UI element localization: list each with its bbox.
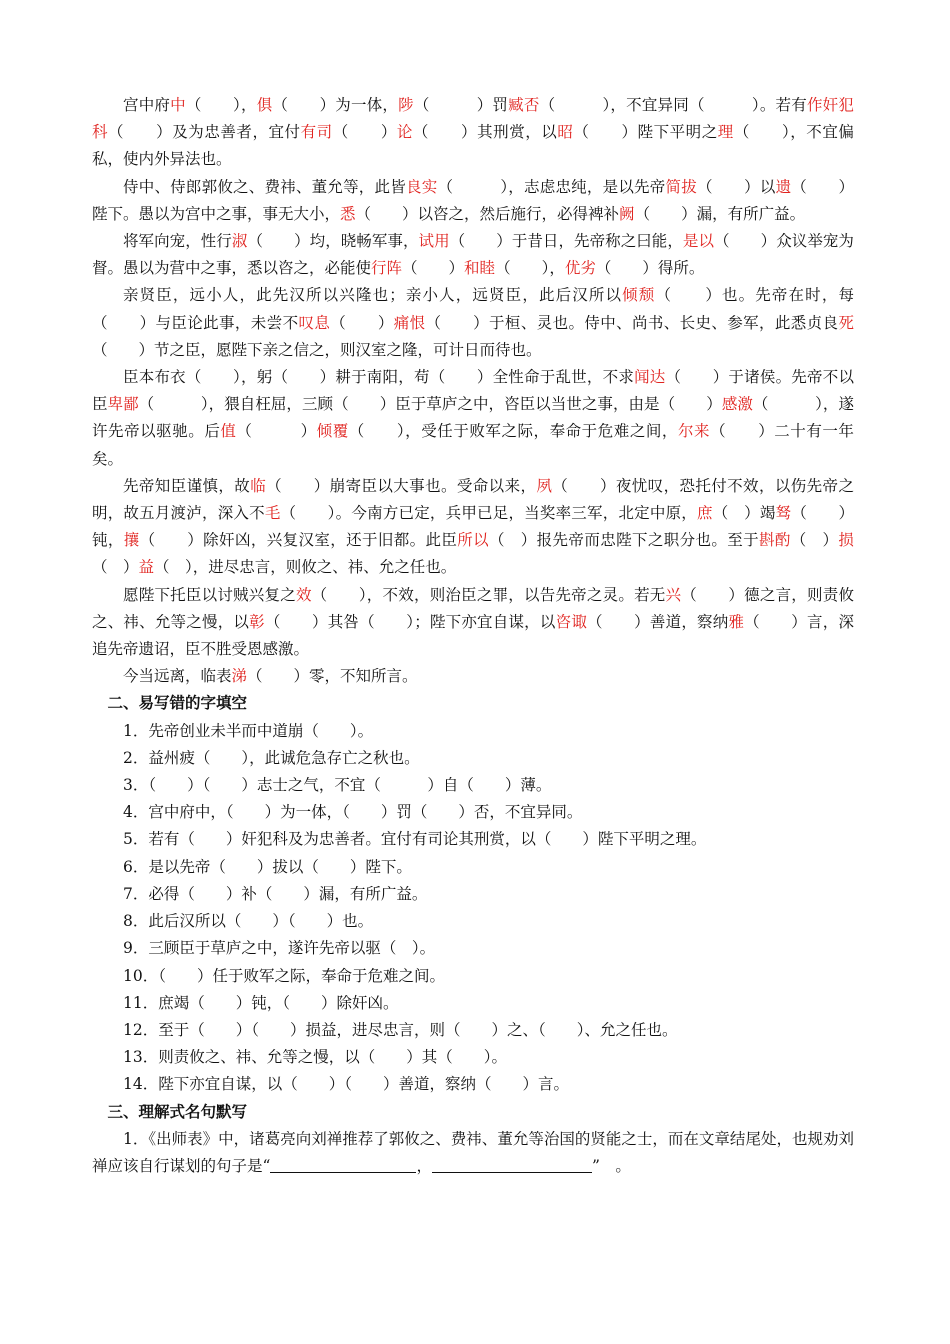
passage-paragraph bbox=[92, 582, 854, 664]
passage-text: （ ），进尽忠言，则攸之、祎、允之任也。 bbox=[154, 558, 457, 577]
passage-text: （ ）均，晓畅军事， bbox=[247, 232, 419, 251]
passage-text: 宫中府 bbox=[123, 96, 171, 114]
exercise-item: 1．先帝创业未半而中道崩（ ）。 bbox=[123, 721, 374, 740]
highlighted-term: 尔来 bbox=[677, 422, 711, 441]
passage-paragraph bbox=[92, 92, 854, 174]
highlighted-term: 叹息 bbox=[298, 313, 331, 332]
passage-paragraph bbox=[92, 663, 854, 690]
highlighted-term: 淑 bbox=[231, 232, 248, 251]
passage-paragraph bbox=[92, 364, 854, 473]
question-end: ” 。 bbox=[591, 1156, 631, 1175]
highlighted-term: 倾覆 bbox=[316, 422, 349, 441]
passage-text: （ ）以 bbox=[696, 177, 776, 196]
highlighted-term: 昭 bbox=[557, 123, 574, 142]
passage-text: （ ），不效，则治臣之罪，以告先帝之灵。若无 bbox=[311, 585, 666, 604]
exercise-item: 4．宫中府中，（ ）为一体，（ ）罚（ ）否，不宜异同。 bbox=[123, 803, 583, 822]
exercise-item: 6．是以先帝（ ）拔以（ ）陛下。 bbox=[123, 857, 412, 876]
question-text: 1．《出师表》中，诸葛亮向刘禅推荐了郭攸之、费祎、董允等治国的贤能之士，而在文章结尾处，也规劝刘禅应该自行谋划的句子是“ bbox=[92, 1129, 854, 1175]
passage-text: （ ）节之臣，愿陛下亲之信之，则汉室之隆，可计日而待也。 bbox=[92, 340, 542, 359]
passage-paragraph bbox=[92, 174, 854, 228]
highlighted-term: 有司 bbox=[300, 123, 333, 142]
passage-text: （ ）。今南方已定，兵甲已足，当奖率三军，北定中原， bbox=[280, 504, 698, 523]
passage-text: （ ）其咎（ ）；陛下亦宜自谋，以 bbox=[264, 612, 556, 631]
highlighted-term: 所以 bbox=[457, 531, 490, 550]
highlighted-term: 闻达 bbox=[634, 368, 666, 387]
passage-text: （ ）于昔日，先帝称之曰能， bbox=[449, 232, 683, 251]
highlighted-term: 效 bbox=[295, 585, 312, 604]
passage-text: 先帝知臣谨慎，故 bbox=[123, 476, 251, 495]
typo-exercise-list bbox=[92, 718, 854, 1099]
highlighted-term: 论 bbox=[396, 123, 413, 142]
passage-text: （ ）， bbox=[495, 259, 565, 278]
passage-paragraph bbox=[92, 228, 854, 282]
passage-text: （ ）得所。 bbox=[595, 259, 705, 278]
passage-text: （ ）零，不知所言。 bbox=[247, 667, 418, 686]
recitation-question-1 bbox=[92, 1126, 854, 1180]
highlighted-term: 死 bbox=[838, 313, 854, 332]
answer-blank-1[interactable] bbox=[270, 1156, 416, 1173]
passage-text: （ ），猥自枉屈，三顾（ ）臣于草庐之中，咨臣以当世之事，由是（ ） bbox=[138, 395, 722, 414]
highlighted-term: 行阵 bbox=[371, 259, 403, 278]
passage-text: （ ）二十有一年矣。 bbox=[92, 422, 854, 468]
passage-text: （ ），不宜偏私，使内外异法也。 bbox=[92, 123, 854, 169]
highlighted-term: 理 bbox=[717, 123, 734, 142]
passage-text: 愿陛下托臣以讨贼兴复之 bbox=[123, 585, 296, 604]
question-separator: ， bbox=[416, 1156, 432, 1175]
passage-section bbox=[92, 92, 854, 690]
exercise-item: 7．必得（ ）补（ ）漏，有所广益。 bbox=[123, 884, 428, 903]
passage-text: （ ）钝， bbox=[92, 504, 854, 550]
highlighted-term: 阙 bbox=[619, 204, 635, 223]
highlighted-term: 卑鄙 bbox=[107, 395, 139, 414]
highlighted-term: 简拔 bbox=[665, 177, 697, 196]
highlighted-term: 陟 bbox=[398, 96, 414, 114]
passage-text: 今当远离，临表 bbox=[123, 667, 232, 686]
passage-text: （ ）， bbox=[185, 96, 257, 114]
passage-text: （ ） bbox=[330, 313, 394, 332]
exercise-item: 11．庶竭（ ）钝，（ ）除奸凶。 bbox=[123, 993, 399, 1012]
highlighted-term: 夙 bbox=[536, 476, 553, 495]
exercise-item: 5．若有（ ）奸犯科及为忠善者。宜付有司论其刑赏，以（ ）陛下平明之理。 bbox=[123, 830, 707, 849]
passage-text: （ ）于桓、灵也。侍中、尚书、长史、参军，此悉贞良 bbox=[425, 313, 839, 332]
passage-text: （ ）德之言，则责攸之、祎、允等之慢，以 bbox=[92, 585, 854, 631]
passage-text: （ ）漏，有所广益。 bbox=[634, 204, 806, 223]
highlighted-term: 俱 bbox=[256, 96, 273, 114]
passage-text: （ ）众议举宠为督。愚以为营中之事，悉以咨之，必能使 bbox=[92, 232, 854, 278]
highlighted-term: 损 bbox=[838, 531, 854, 550]
passage-text: （ ） bbox=[332, 123, 397, 142]
passage-text: （ ），受任于败军之际，奉命于危难之间， bbox=[348, 422, 678, 441]
passage-text: （ ）夜忧叹，恐托付不效，以伤先帝之明，故五月渡泸，深入不 bbox=[92, 476, 854, 523]
highlighted-term: 驽 bbox=[775, 504, 792, 523]
highlighted-term: 毛 bbox=[264, 504, 281, 523]
passage-paragraph bbox=[92, 282, 854, 364]
highlighted-term: 庶 bbox=[697, 504, 713, 523]
highlighted-term: 攘 bbox=[123, 531, 140, 550]
exercise-item: 12．至于（ ）（ ）损益，进尽忠言，则（ ）之、（ ）、允之任也。 bbox=[123, 1020, 678, 1039]
passage-text: （ ） bbox=[402, 259, 465, 278]
passage-text: （ ）其刑赏，以 bbox=[412, 123, 558, 142]
highlighted-term: 倾颓 bbox=[622, 286, 656, 305]
passage-text: （ ）为一体， bbox=[272, 96, 399, 114]
highlighted-term: 和睦 bbox=[464, 259, 496, 278]
passage-text: （ ）崩寄臣以大事也。受命以来， bbox=[266, 476, 537, 495]
section-heading-typo: 二、易写错的字填空 bbox=[107, 694, 248, 713]
passage-text: （ ）陛下平明之 bbox=[573, 123, 718, 142]
passage-text: （ ） bbox=[790, 531, 839, 550]
passage-text: （ ），遂许先帝以驱驰。后 bbox=[92, 395, 854, 441]
exercise-item: 8．此后汉所以（ ）（ ）也。 bbox=[123, 912, 374, 931]
passage-text: （ ）罚 bbox=[413, 96, 509, 114]
highlighted-term: 试用 bbox=[418, 232, 450, 251]
highlighted-term: 痛恨 bbox=[393, 313, 426, 332]
highlighted-term: 是以 bbox=[682, 232, 715, 251]
highlighted-term: 悉 bbox=[340, 204, 356, 223]
passage-text: 将军向宠，性行 bbox=[123, 232, 232, 251]
exercise-item: 14．陛下亦宜自谋，以（ ）（ ）善道，察纳（ ）言。 bbox=[123, 1075, 569, 1094]
highlighted-term: 咨诹 bbox=[555, 612, 588, 631]
highlighted-term: 值 bbox=[220, 422, 237, 441]
passage-text: （ ），不宜异同（ ）。若有 bbox=[539, 96, 807, 114]
highlighted-term: 斟酌 bbox=[759, 531, 791, 550]
highlighted-term: 优劣 bbox=[564, 259, 596, 278]
passage-text: 侍中、侍郎郭攸之、费祎、董允等，此皆 bbox=[123, 177, 406, 196]
highlighted-term: 感激 bbox=[721, 395, 753, 414]
exercise-item: 2．益州疲（ ），此诚危急存亡之秋也。 bbox=[123, 748, 420, 767]
document-page bbox=[92, 92, 854, 1180]
highlighted-term: 临 bbox=[250, 476, 267, 495]
passage-text: （ ）报先帝而忠陛下之职分也。至于 bbox=[489, 531, 759, 550]
passage-text: （ ） bbox=[92, 558, 139, 577]
exercise-item: 13．则责攸之、祎、允等之慢，以（ ）其（ ）。 bbox=[123, 1048, 507, 1067]
passage-text: （ ） bbox=[236, 422, 317, 441]
passage-text: 亲贤臣，远小人，此先汉所以兴隆也；亲小人，远贤臣，此后汉所以 bbox=[123, 286, 623, 305]
highlighted-term: 彰 bbox=[249, 612, 265, 631]
exercise-item: 3．（ ）（ ）志士之气，不宜（ ）自（ ）薄。 bbox=[123, 776, 552, 795]
exercise-item: 10．（ ）任于败军之际，奉命于危难之间。 bbox=[123, 966, 445, 985]
highlighted-term: 良实 bbox=[405, 177, 438, 196]
highlighted-term: 雅 bbox=[728, 612, 745, 631]
passage-text: （ ）及为忠善者，宜付 bbox=[108, 123, 301, 142]
highlighted-term: 中 bbox=[170, 96, 186, 114]
passage-text: （ ）以咨之，然后施行，必得裨补 bbox=[355, 204, 620, 223]
passage-text: （ ）竭 bbox=[712, 504, 776, 523]
highlighted-term: 臧否 bbox=[508, 96, 540, 114]
passage-text: （ ），志虑忠纯，是以先帝 bbox=[437, 177, 666, 196]
passage-text: （ ）善道，察纳 bbox=[587, 612, 729, 631]
highlighted-term: 遗 bbox=[775, 177, 792, 196]
exercise-item: 9．三顾臣于草庐之中，遂许先帝以驱（ ）。 bbox=[123, 939, 436, 958]
passage-text: （ ）于诸侯。先帝不以臣 bbox=[92, 368, 854, 414]
passage-text: （ ）除奸凶，兴复汉室，还于旧都。此臣 bbox=[139, 531, 458, 550]
passage-paragraph bbox=[92, 473, 854, 582]
answer-blank-2[interactable] bbox=[432, 1156, 592, 1173]
section-heading-recitation: 三、理解式名句默写 bbox=[107, 1102, 248, 1121]
passage-text: （ ）也。先帝在时，每（ ）与臣论此事，未尝不 bbox=[92, 286, 854, 332]
highlighted-term: 兴 bbox=[665, 585, 682, 604]
passage-text: （ ）言，深追先帝遗诏，臣不胜受恩感激。 bbox=[92, 612, 854, 659]
passage-text: 臣本布衣（ ），躬（ ）耕于南阳，苟（ ）全性命于乱世，不求 bbox=[123, 368, 635, 387]
highlighted-term: 作奸犯科 bbox=[92, 96, 854, 142]
highlighted-term: 益 bbox=[138, 558, 155, 577]
highlighted-term: 涕 bbox=[231, 667, 248, 686]
passage-text: （ ）陛下。愚以为宫中之事，事无大小， bbox=[92, 177, 854, 223]
